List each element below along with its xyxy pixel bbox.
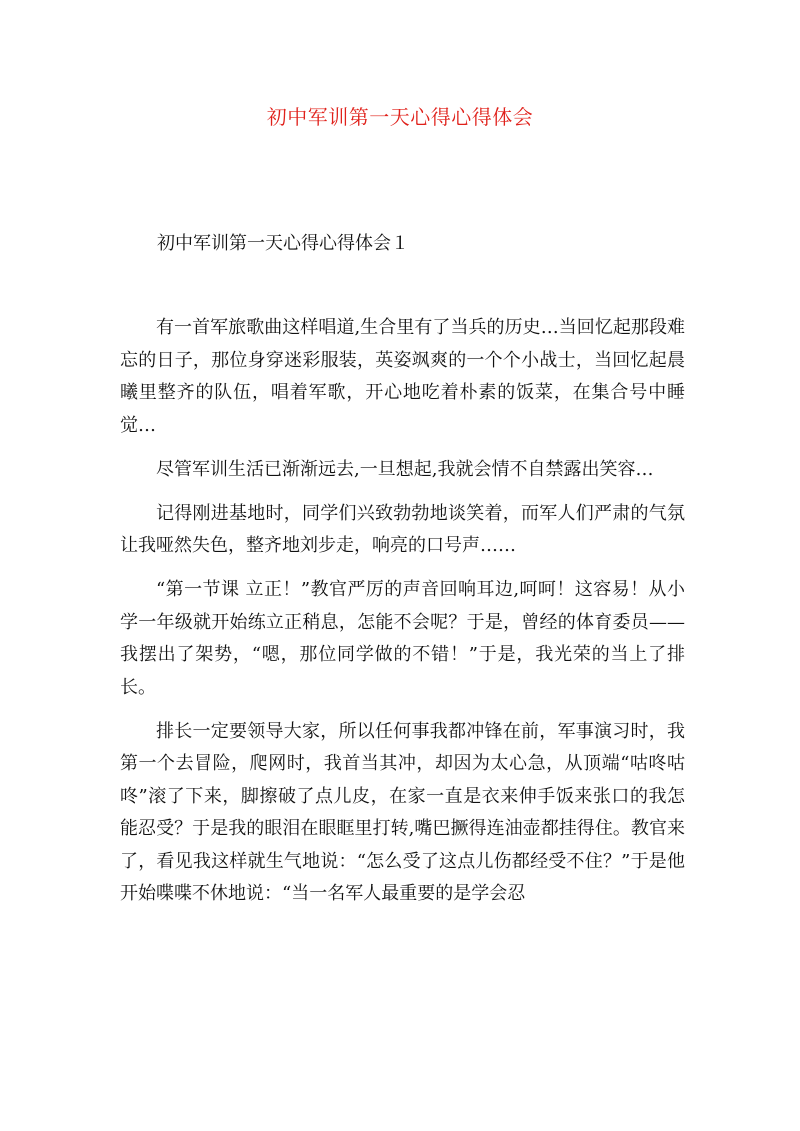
paragraph: “第一节课 立正！”教官严厉的声音回响耳边,呵呵！这容易！从小学一年级就开始练立正稍息，怎能不会呢？于是，曾经的体育委员——我摆出了架势，“嗯，那位同学做的不错！”于是，我光荣的当上了排长。: [120, 579, 685, 698]
document-title: 初中军训第一天心得心得体会: [266, 105, 534, 129]
document-subtitle: 初中军训第一天心得心得体会１: [157, 233, 409, 254]
paragraph: 有一首军旅歌曲这样唱道,生合里有了当兵的历史…当回忆起那段难忘的日子，那位身穿迷彩服装，英姿飒爽的一个个小战士，当回忆起晨曦里整齐的队伍，唱着军歌，开心地吃着朴素的饭菜，在集合号中睡觉…: [120, 317, 685, 436]
paragraph: 尽管军训生活已渐渐远去,一旦想起,我就会情不自禁露出笑容…: [156, 458, 654, 480]
paragraph: 排长一定要领导大家，所以任何事我都冲锋在前，军事演习时，我第一个去冒险，爬网时，我首当其冲，却因为太心急，从顶端“咕咚咕咚”滚了下来，脚擦破了点儿皮，在家一直是衣来伸手饭来张口的我怎能忍受？于是我的眼泪在眼眶里打转,嘴巴撅得连油壶都挂得住。教官来了，看见我这样就生气地说：“怎么受了这点儿伤都经受不住？”于是他开始喋喋不休地说：“当一名军人最重要的是学会忍: [120, 720, 685, 904]
document-body: [120, 312, 685, 922]
paragraph: 记得刚进基地时，同学们兴致勃勃地谈笑着，而军人们严肃的气氛让我哑然失色，整齐地刘步走，响亮的口号声……: [120, 502, 685, 556]
